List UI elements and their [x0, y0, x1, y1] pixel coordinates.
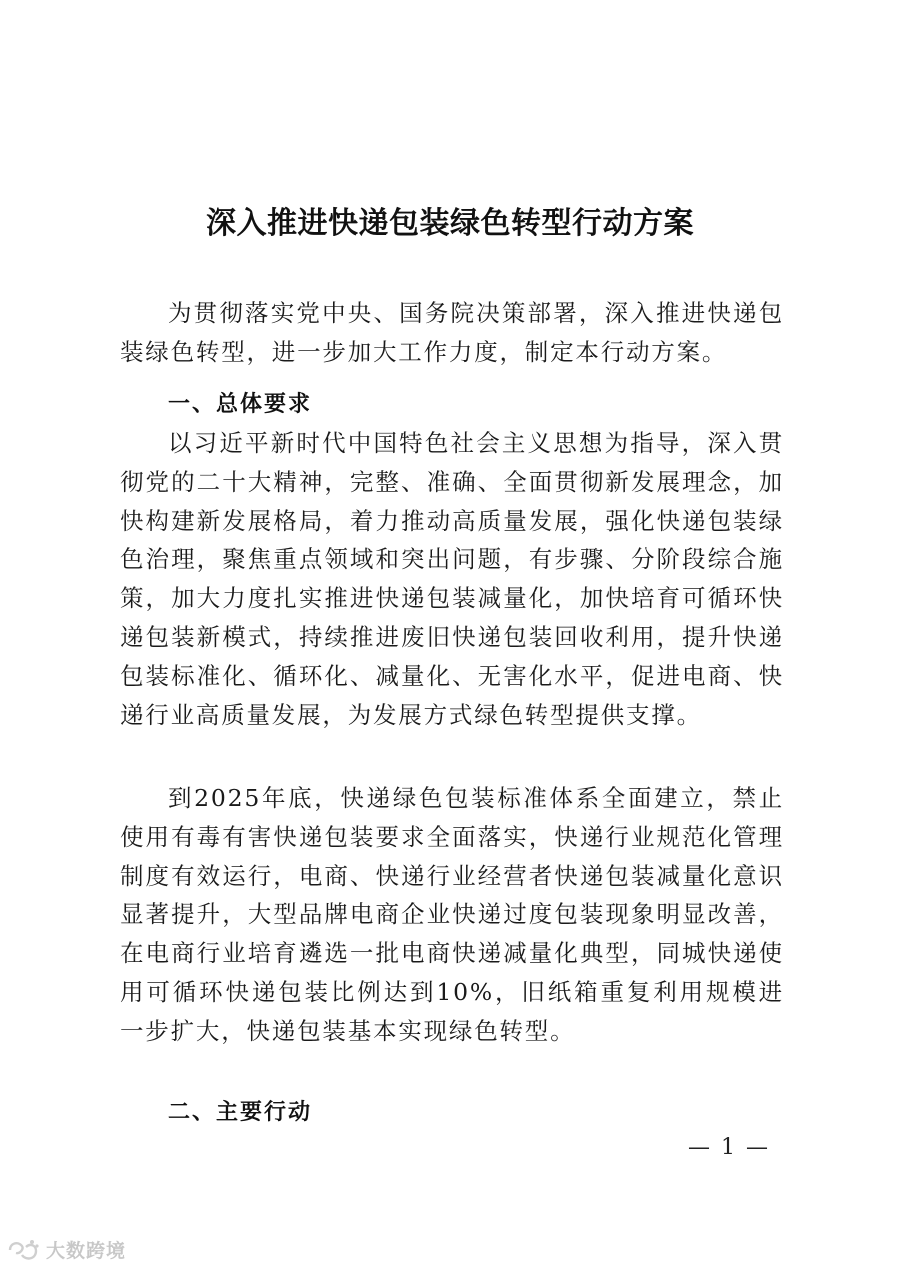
- section-heading-main-actions: 二、主要行动: [168, 1100, 313, 1125]
- general-requirements-paragraph: 以习近平新时代中国特色社会主义思想为指导，深入贯彻党的二十大精神，完整、准确、全面贯彻新发展理念，加快构建新发展格局，着力推动高质量发展，强化快递包装绿色治理，聚焦重点领域和突出问题，有步骤、分阶段综合施策，加大力度扎实推进快递包装减量化，加快培育可循环快递包装新模式，持续推进废旧快递包装回收利用，提升快递包装标准化、循环化、减量化、无害化水平，促进电商、快递行业高质量发展，为发展方式绿色转型提供支撑。: [120, 429, 784, 729]
- section-heading-general-requirements: 一、总体要求: [168, 392, 313, 417]
- watermark-logo-icon: [6, 1237, 40, 1263]
- document-title: 深入推进快递包装绿色转型行动方案: [206, 206, 694, 241]
- watermark: [6, 1236, 126, 1263]
- targets-paragraph: 到2025年底，快递绿色包装标准体系全面建立，禁止使用有毒有害快递包装要求全面落实，快递行业规范化管理制度有效运行，电商、快递行业经营者快递包装减量化意识显著提升，大型品牌电商企业快递过度包装现象明显改善，在电商行业培育遴选一批电商快递减量化典型，同城快递使用可循环快递包装比例达到10%，旧纸箱重复利用规模进一步扩大，快递包装基本实现绿色转型。: [120, 784, 784, 1045]
- watermark-text: 大数跨境: [46, 1240, 127, 1262]
- page-number: — 1 —: [688, 1135, 770, 1160]
- intro-paragraph: 为贯彻落实党中央、国务院决策部署，深入推进快递包装绿色转型，进一步加大工作力度，制定本行动方案。: [120, 299, 784, 366]
